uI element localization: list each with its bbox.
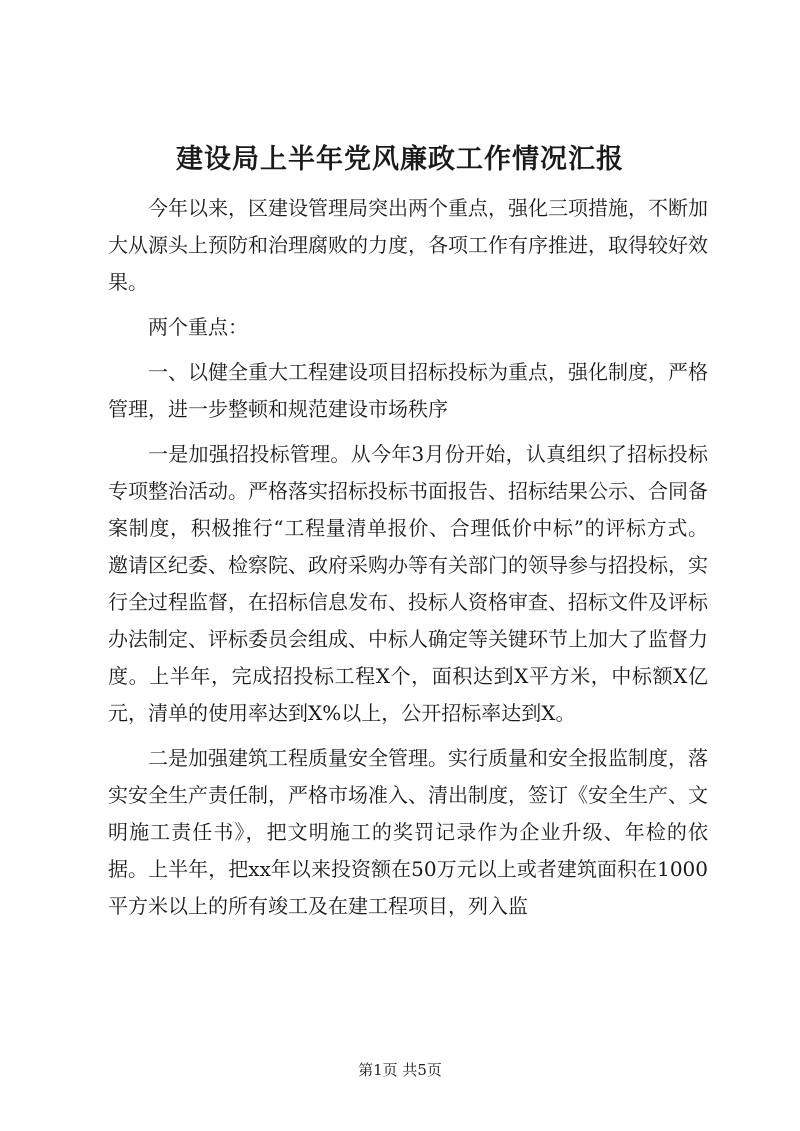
document-title: 建设局上半年党风廉政工作情况汇报	[176, 144, 624, 175]
paragraph-quality-safety: 二是加强建筑工程质量安全管理。实行质量和安全报监制度，落实安全生产责任制，严格市场准入、清出制度，签订《安全生产、文明施工责任书》，把文明施工的奖罚记录作为企业升级、年检的依据。上半年，把xx年以来投资额在50万元以上或者建筑面积在1000平方米以上的所有竣工及在建工程项目，列入监	[108, 746, 708, 918]
document-body	[108, 190, 708, 933]
paragraph-bidding-management: 一是加强招投标管理。从今年3月份开始，认真组织了招标投标专项整治活动。严格落实招标投标书面报告、招标结果公示、合同备案制度，积极推行“工程量清单报价、合理低价中标”的评标方式。邀请区纪委、检察院、政府采购办等有关部门的领导参与招投标，实行全过程监督，在招标信息发布、投标人资格审查、招标文件及评标办法制定、评标委员会组成、中标人确定等关键环节上加大了监督力度。上半年，完成招投标工程X个，面积达到X平方米，中标额X亿元，清单的使用率达到X%以上，公开招标率达到X。	[108, 442, 708, 725]
paragraph-section-one-heading: 一、以健全重大工程建设项目招标投标为重点，强化制度，严格管理，进一步整顿和规范建设市场秩序	[108, 360, 708, 421]
page-number-footer: 第1页 共5页	[358, 1061, 442, 1079]
paragraph-two-focuses: 两个重点：	[148, 315, 248, 339]
paragraph-intro: 今年以来，区建设管理局突出两个重点，强化三项措施，不断加大从源头上预防和治理腐败的力度，各项工作有序推进，取得较好效果。	[108, 196, 708, 294]
